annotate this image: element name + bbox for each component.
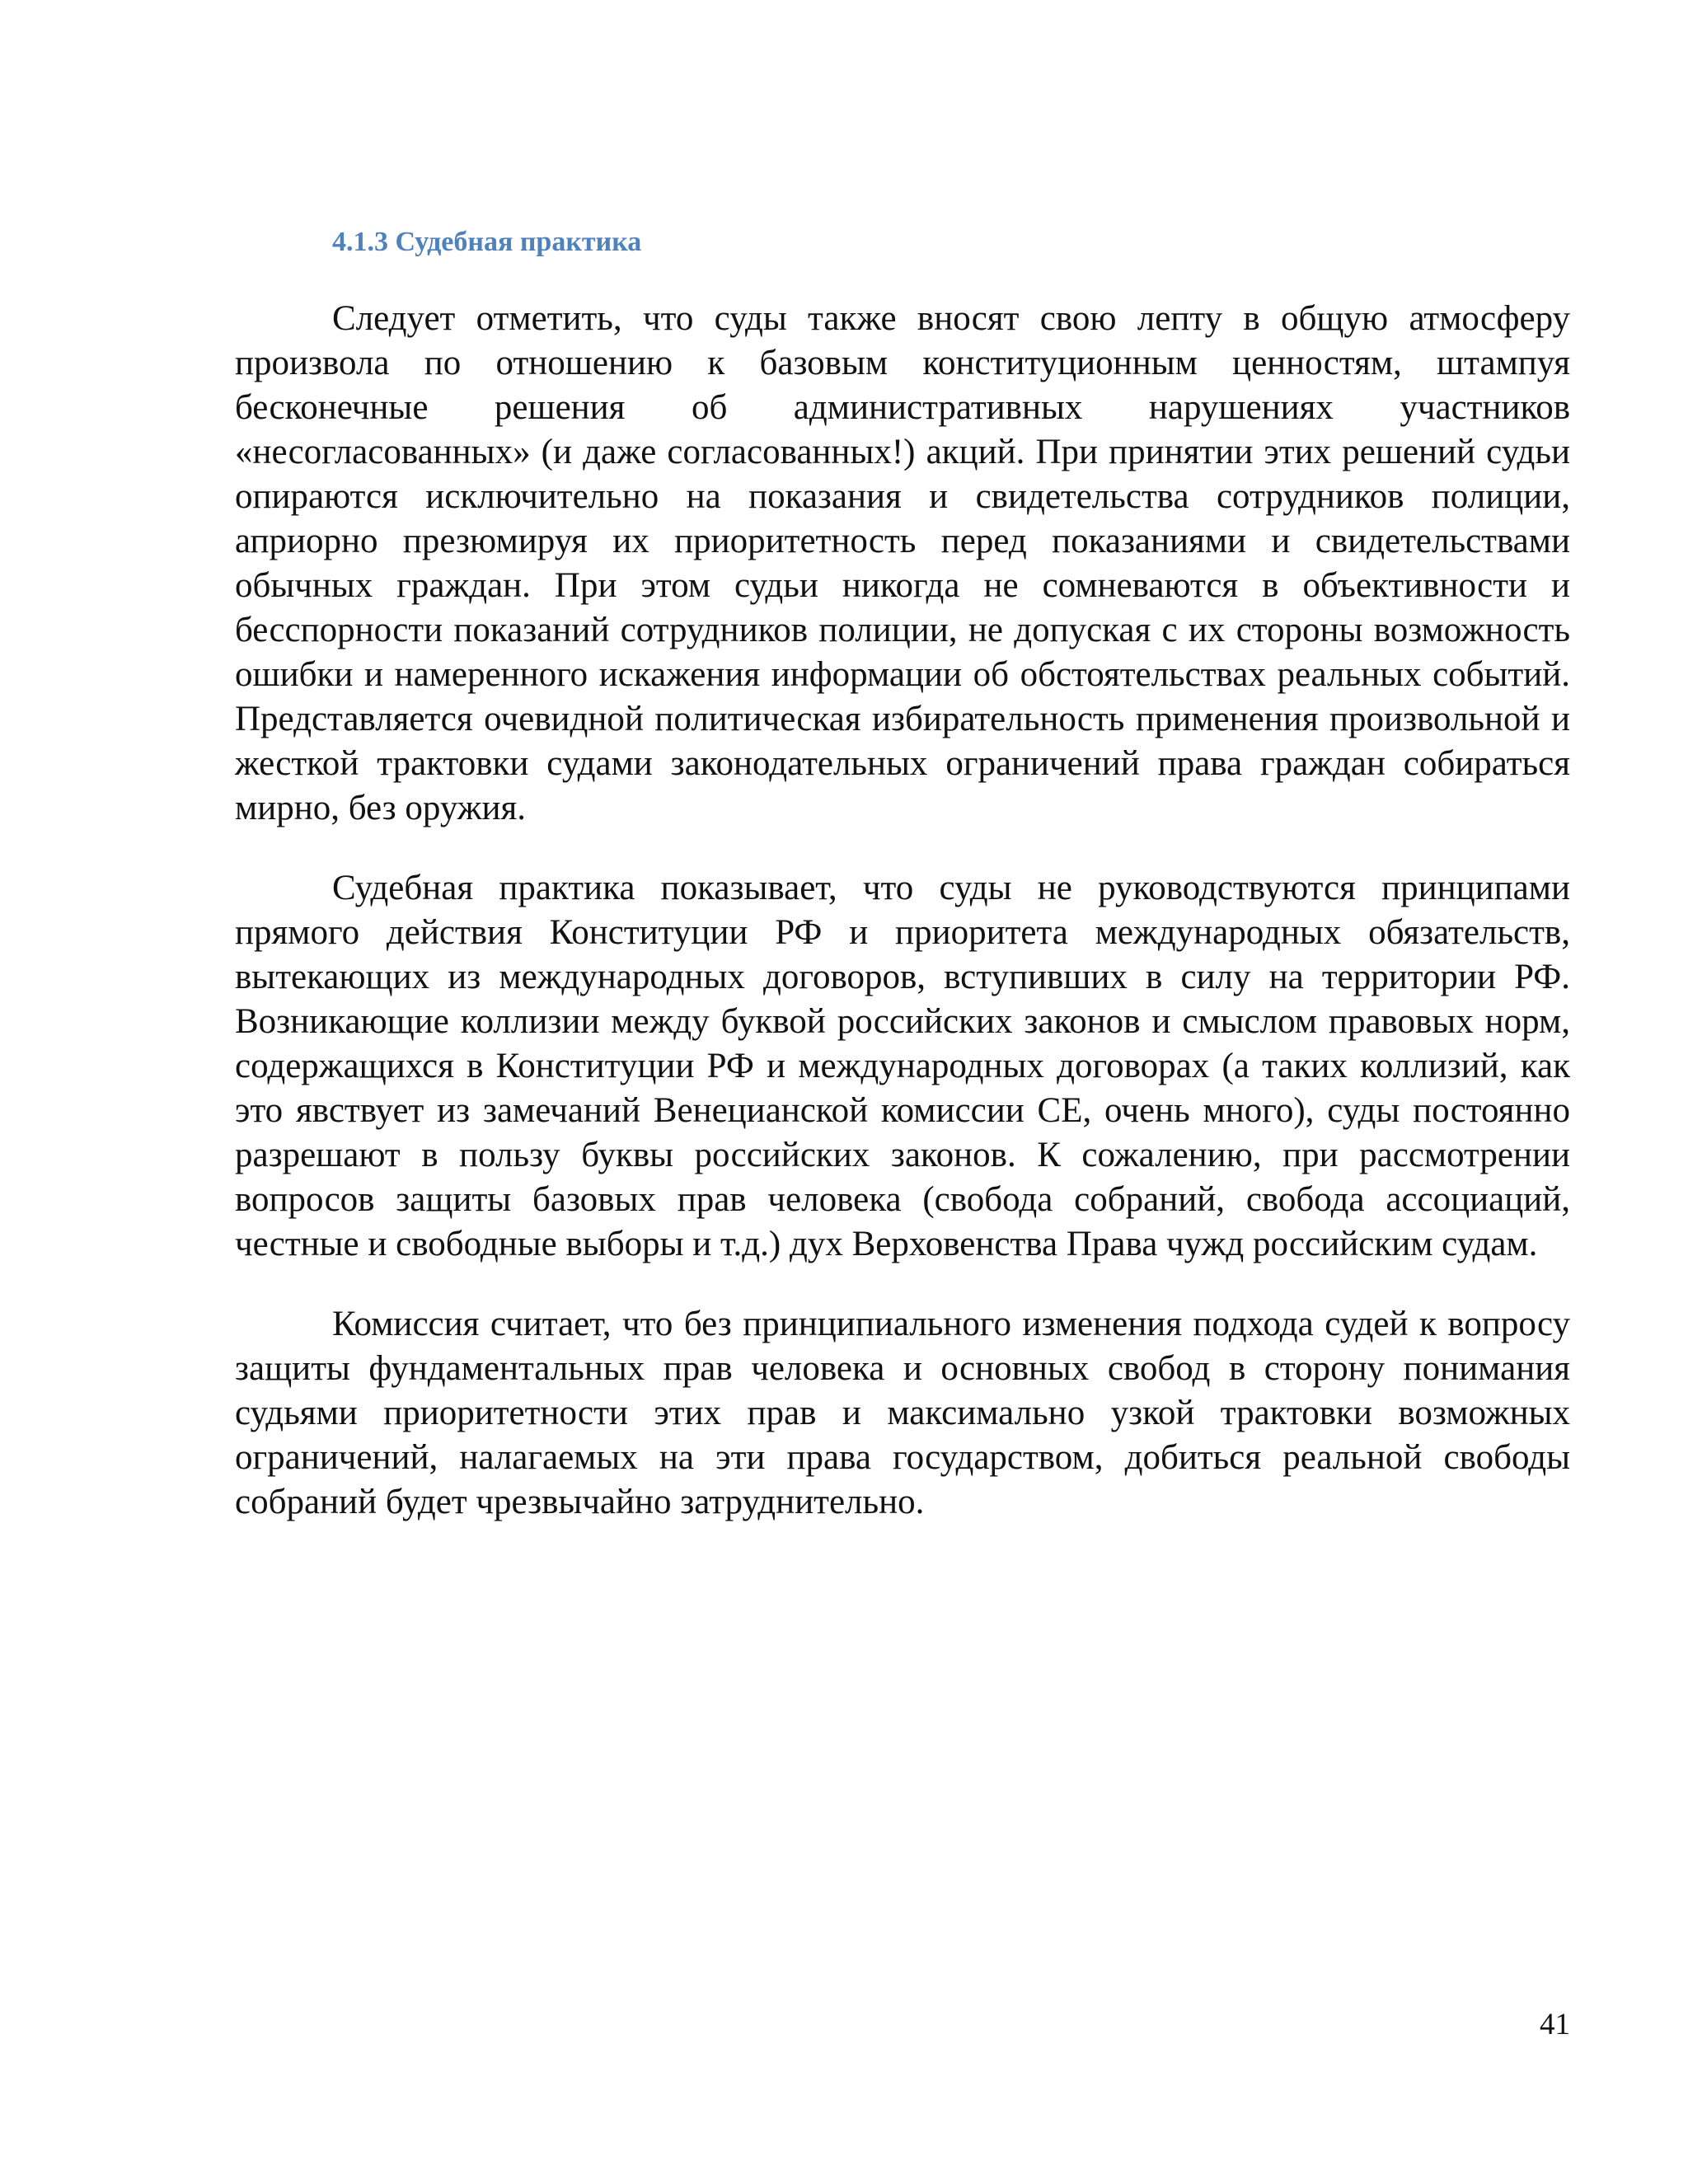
- page-content: [235, 223, 1570, 1560]
- paragraph-judicial-practice: Судебная практика показывает, что суды не руководствуются принципами прямого действия Конституции РФ и приоритета международных обязательств, вытекающих из международных договоров, вступивших в силу на территории РФ. Возникающие коллизии между буквой российских законов и смыслом правовых норм, содержащихся в Конституции РФ и международных договорах (а таких коллизий, как это явствует из замечаний Венецианской комиссии СЕ, очень много), суды постоянно разрешают в пользу буквы российских законов. К сожалению, при рассмотрении вопросов защиты базовых прав человека (свобода собраний, свобода ассоциаций, честные и свободные выборы и т.д.) дух Верховенства Права чужд российским судам.: [235, 869, 1570, 1263]
- paragraph-commission-conclusion: Комиссия считает, что без принципиального изменения подхода судей к вопросу защиты фундаментальных прав человека и основных свобод в сторону понимания судьями приоритетности этих прав и максимально узкой трактовки возможных ограничений, налагаемых на эти права государством, добиться реальной свободы собраний будет чрезвычайно затруднительно.: [235, 1305, 1570, 1521]
- page-number: 41: [1540, 2008, 1570, 2041]
- paragraph-court-arbitrariness: Следует отметить, что суды также вносят свою лепту в общую атмосферу произвола по отношению к базовым конституционным ценностям, штампуя бесконечные решения об административных нарушениях участников «несогласованных» (и даже согласованных!) акций. При принятии этих решений судьи опираются исключительно на показания и свидетельства сотрудников полиции, априорно презюмируя их приоритетность перед показаниями и свидетельствами обычных граждан. При этом судьи никогда не сомневаются в объективности и бесспорности показаний сотрудников полиции, не допуская с их стороны возможность ошибки и намеренного искажения информации об обстоятельствах реальных событий. Представляется очевидной политическая избирательность применения произвольной и жесткой трактовки судами законодательных ограничений права граждан собираться мирно, без оружия.: [235, 299, 1570, 827]
- section-heading: 4.1.3 Судебная практика: [332, 227, 642, 257]
